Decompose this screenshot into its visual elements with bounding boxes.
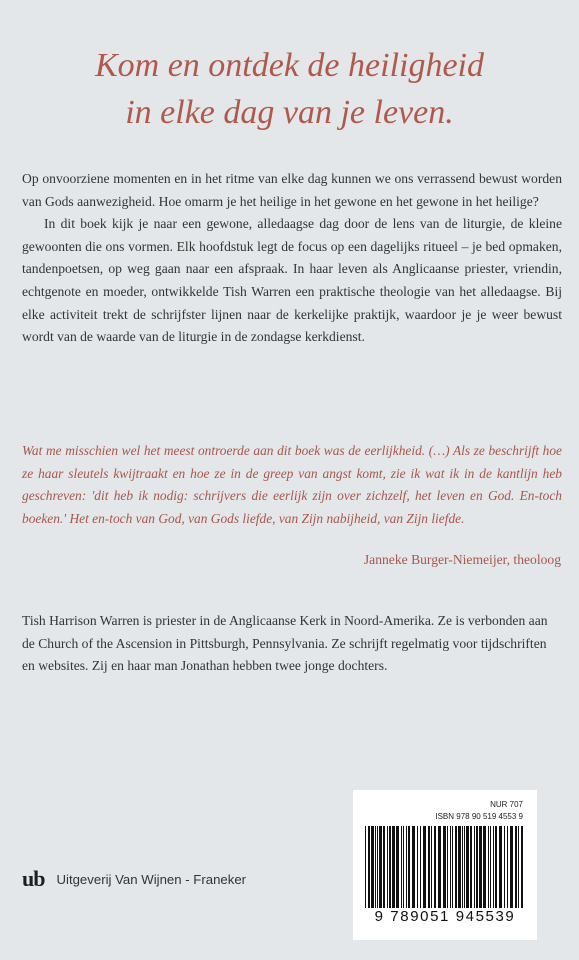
publisher [22, 866, 246, 892]
headline-line-2: in elke dag van je leven. [125, 94, 454, 131]
description-paragraph-1: Op onvoorziene momenten en in het ritme van elke dag kunnen we ons verrassend bewust worden van Gods aanwezigheid. Hoe omarm je het heilige in het gewone en het gewone in het heilige? [22, 171, 562, 209]
isbn-number: ISBN 978 90 519 4553 9 [435, 812, 523, 821]
review-attribution: Janneke Burger-Niemeijer, theoloog [363, 552, 561, 567]
barcode-bars [363, 826, 527, 908]
headline-line-1: Kom en ontdek de heiligheid [94, 47, 484, 84]
description [22, 168, 562, 349]
headline [0, 42, 579, 136]
publisher-logo: ub [22, 866, 45, 891]
review-quote: Wat me misschien wel het meest ontroerde aan dit boek was de eerlijkheid. (…) Als ze beschrijft hoe ze haar sleutels kwijtraakt en hoe ze in de greep van angst komt, zie ik wat ik in de kantlijn heb geschreven: 'dit heb ik nodig: schrijvers die eerlijk zijn over zichzelf, het leven en God. En-toch boeken.' Het en-toch van God, van Gods liefde, van Zijn nabijheid, van Zijn liefde. [22, 443, 562, 526]
nur-code: NUR 707 [490, 800, 523, 809]
barcode-panel [353, 790, 537, 940]
publisher-name: Uitgeverij Van Wijnen - Franeker [56, 871, 247, 887]
barcode-digits: 9 789051 945539 [374, 908, 516, 925]
description-paragraph-2: In dit boek kijk je naar een gewone, alledaagse dag door de lens van de liturgie, de kleine gewoonten die ons vormen. Elk hoofdstuk legt de focus op een dagelijks ritueel – je bed opmaken, tandenpoetsen, op weg gaan naar een afspraak. In haar leven als Anglicaanse priester, vriendin, echtgenote en moeder, ontwikkelde Tish Warren een praktische theologie van het alledaagse. Bij elke activiteit trekt de schrijfster lijnen naar de kerkelijke praktijk, waardoor je je weer bewust wordt van de waarde van de liturgie in de zondagse kerkdienst. [22, 216, 562, 345]
author-bio: Tish Harrison Warren is priester in de Anglicaanse Kerk in Noord-Amerika. Ze is verbonden aan de Church of the Ascension in Pittsburgh, Pennsylvania. Ze schrijft regelmatig voor tijdschriften en websites. Zij en haar man Jonathan hebben twee jonge dochters. [22, 613, 548, 674]
